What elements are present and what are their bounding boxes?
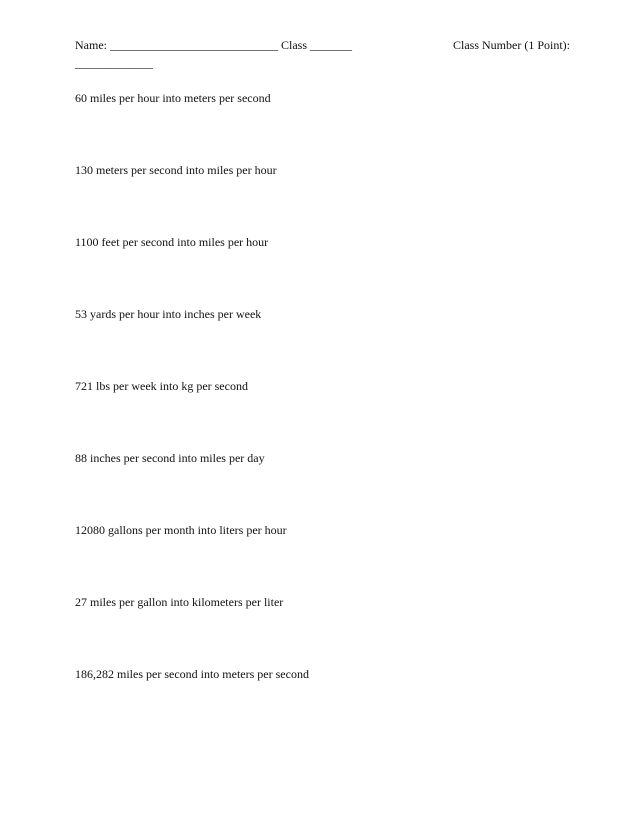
question-item: 1100 feet per second into miles per hour (75, 235, 269, 249)
question-item: 721 lbs per week into kg per second (75, 379, 248, 393)
class-blank: _______ (310, 38, 353, 52)
question-item: 186,282 miles per second into meters per second (75, 667, 309, 681)
name-blank: ____________________________ (110, 38, 278, 52)
question-item: 53 yards per hour into inches per week (75, 307, 262, 321)
name-label: Name: (75, 38, 107, 52)
question-item: 60 miles per hour into meters per second (75, 91, 271, 105)
question-list (75, 91, 309, 739)
name-and-class-fields (75, 38, 352, 53)
question-item: 130 meters per second into miles per hour (75, 163, 277, 177)
question-item: 88 inches per second into miles per day (75, 451, 265, 465)
question-item: 12080 gallons per month into liters per hour (75, 523, 287, 537)
question-item: 27 miles per gallon into kilometers per liter (75, 595, 284, 609)
class-number-blank: _____________ (75, 56, 153, 70)
class-number-label: Class Number (1 Point): (453, 38, 570, 52)
worksheet-header (75, 38, 570, 54)
class-label: Class (281, 38, 308, 52)
